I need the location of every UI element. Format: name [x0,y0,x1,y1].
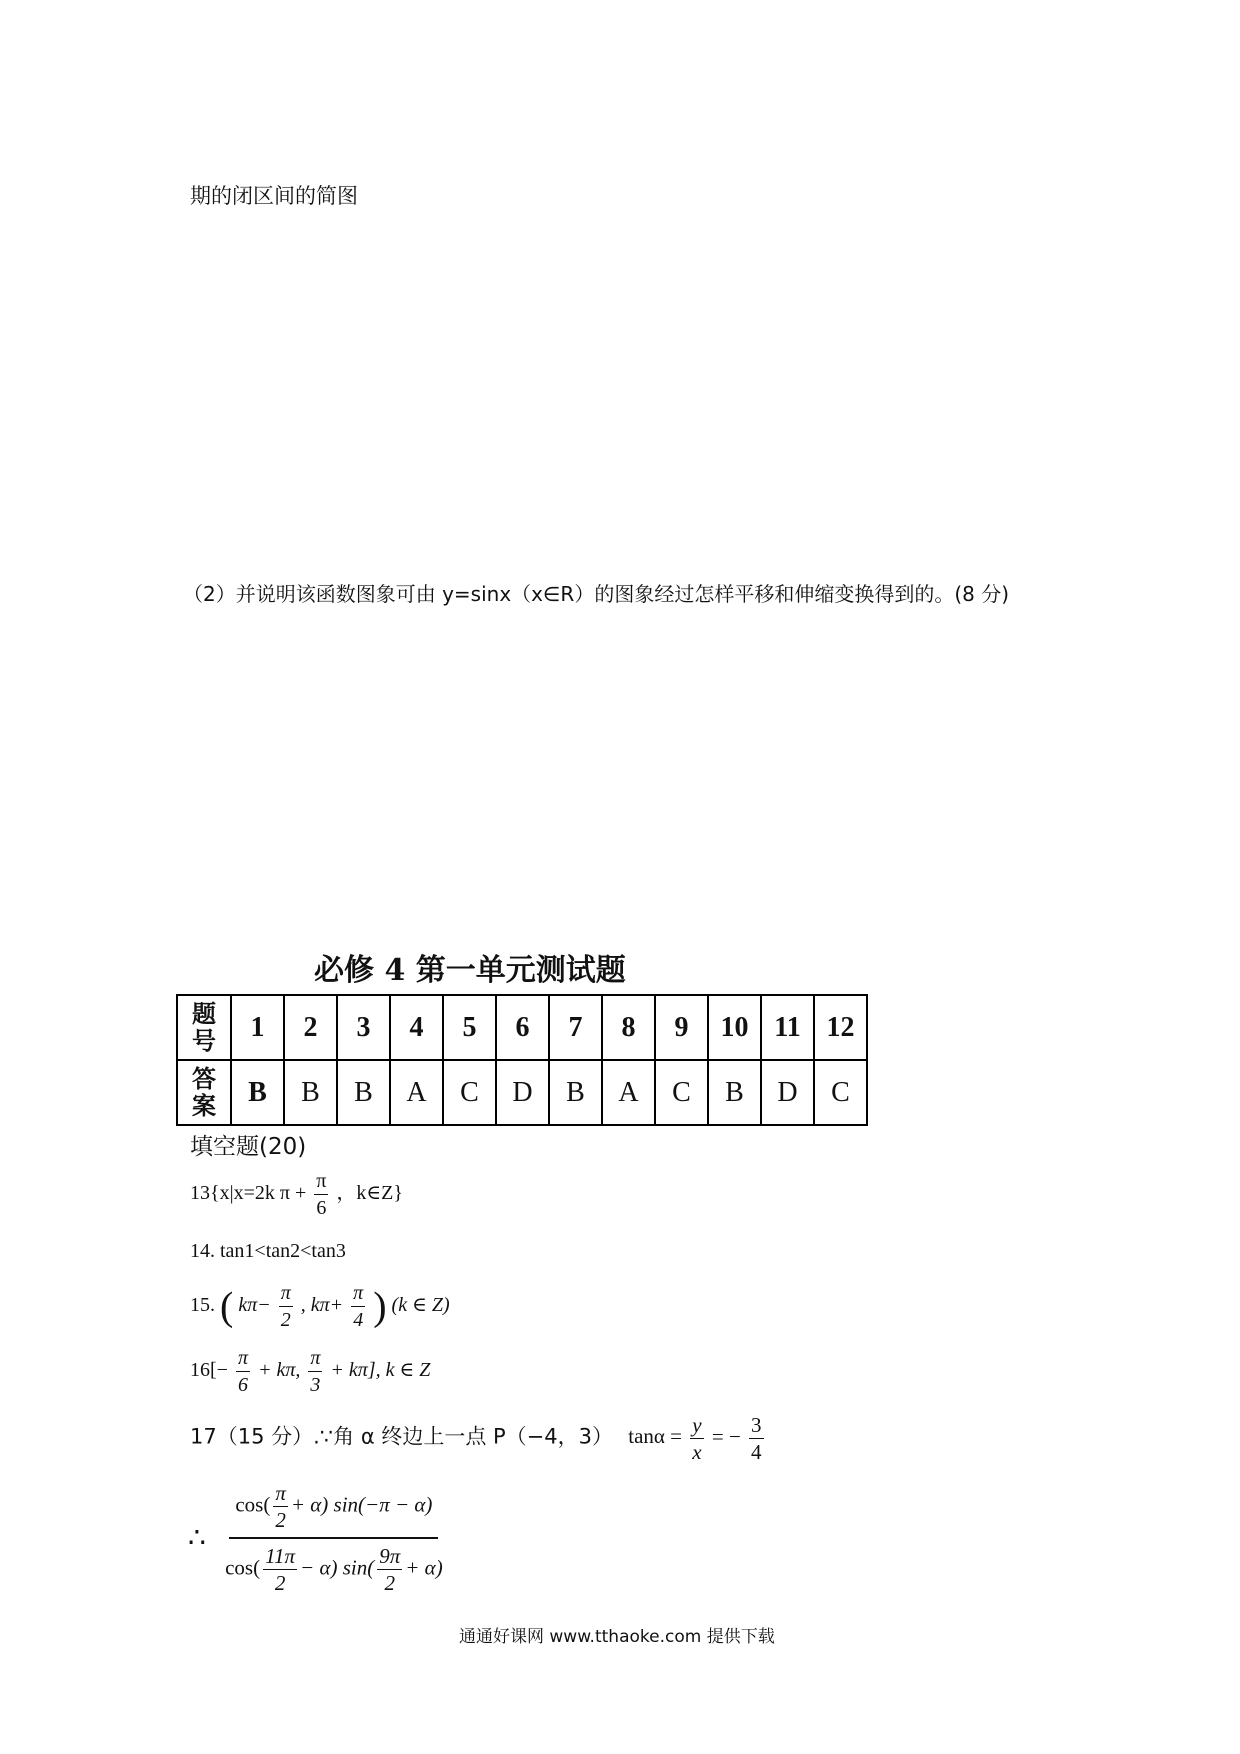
num-cell: 3 [337,995,390,1060]
q17-num: 3 [751,1413,762,1437]
q16-mid: + kπ, [257,1359,301,1382]
q15-b-fraction [351,1280,365,1333]
num-cell: 2 [284,995,337,1060]
num-cell: 11 [761,995,814,1060]
expr-part: − α) sin( [300,1555,375,1580]
answer-cell: A [390,1060,443,1125]
big-fraction-numerator [229,1480,438,1539]
answer-cell: A [602,1060,655,1125]
q17-label: 17（15 分）.∵角 α 终边上一点 P（−4，3） [190,1424,614,1449]
frac-den: 2 [275,1508,286,1532]
q16-b-num: π [308,1345,322,1372]
expr-part: cos( [235,1492,271,1517]
num-cell: 8 [602,995,655,1060]
answer-13 [190,1168,403,1228]
fill-heading: 填空题(20) [190,1134,307,1160]
q16-a-den: 6 [237,1374,248,1396]
header-answer [177,1060,231,1125]
q17-y: y [692,1413,702,1437]
left-paren: ( [220,1283,234,1329]
q16-a-fraction [236,1345,250,1398]
therefore-symbol: ∴ [188,1523,206,1554]
frac-num: 9π [379,1544,401,1568]
q17-x: x [692,1440,702,1464]
footer: 通通好课网 www.tthaoke.com 提供下载 [459,1627,775,1647]
answer-cell: B [231,1060,284,1125]
expr-part: cos( [225,1555,261,1580]
big-fraction [219,1480,449,1596]
table-row-answers [177,1060,867,1125]
header-char: 案 [192,1091,216,1120]
answer-cell: B [549,1060,602,1125]
q13-num: π [314,1168,328,1195]
frac-den: 2 [384,1571,395,1595]
num-cell: 12 [814,995,867,1060]
answer-cell: B [708,1060,761,1125]
header-question-number [177,995,231,1060]
num-cell: 6 [496,995,549,1060]
q13-suffix: ，k∈Z} [336,1182,403,1205]
q17-value-fraction [749,1412,764,1465]
q16-label: 16[− [190,1359,228,1382]
expr-part: + α) [405,1555,443,1580]
table-row-numbers [177,995,867,1060]
header-char: 题 [192,999,216,1028]
11pi-over-2 [263,1543,297,1596]
q15-b-num: π [351,1280,365,1307]
q15-a-prefix: kπ− [238,1294,271,1317]
header-char: 答 [192,1064,216,1093]
expr-part: + α) sin(−π − α) [290,1492,433,1517]
frac-num: 11π [265,1544,296,1568]
header-char: 号 [192,1026,216,1055]
answer-cell: C [655,1060,708,1125]
q15-a-fraction [279,1280,293,1333]
q17-eq: = − [711,1424,741,1449]
num-cell: 7 [549,995,602,1060]
q16-suffix: + kπ], k ∈ Z [330,1359,431,1382]
q13-fraction [314,1168,328,1221]
answer-cell: D [761,1060,814,1125]
q15-suffix: (k ∈ Z) [391,1294,450,1317]
answer-cell: C [443,1060,496,1125]
question-2: （2）并说明该函数图象可由 y=sinx（x∈R）的图象经过怎样平移和伸缩变换得到的。(8 分) [183,582,1010,606]
frac-num: π [275,1481,286,1505]
q17-den: 4 [751,1440,762,1464]
q13-prefix: 13{x|x=2k π + [190,1182,307,1205]
answer-cell: C [814,1060,867,1125]
num-cell: 9 [655,995,708,1060]
q13-den: 6 [316,1197,327,1219]
answer-14: 14. tan1<tan2<tan3 [190,1240,346,1262]
answer-cell: B [284,1060,337,1125]
num-cell: 1 [231,995,284,1060]
answer-cell: B [337,1060,390,1125]
q15-b-den: 4 [353,1309,364,1331]
big-fraction-denominator [219,1539,449,1596]
pi-over-2 [273,1480,288,1533]
q15-a-num: π [279,1280,293,1307]
num-cell: 4 [390,995,443,1060]
q15-label: 15. [190,1294,215,1317]
top-text: 期的闭区间的简图 [190,184,358,208]
answer-cell: D [496,1060,549,1125]
q15-a-den: 2 [280,1309,291,1331]
answer-15 [190,1280,450,1340]
9pi-over-2 [377,1543,402,1596]
answer-17-expression [188,1480,449,1595]
frac-den: 2 [274,1571,286,1595]
page-title: 必修 4 第一单元测试题 [314,953,626,988]
right-paren: ) [373,1283,387,1329]
q17-tan: tanα = [628,1424,683,1449]
num-cell: 10 [708,995,761,1060]
num-cell: 5 [443,995,496,1060]
answer-16 [190,1345,430,1405]
answer-table [176,994,868,1126]
q17-yx-fraction [690,1412,703,1465]
q16-b-den: 3 [310,1374,321,1396]
q16-b-fraction [308,1345,322,1398]
q15-b-prefix: , kπ+ [300,1294,344,1317]
answer-17 [190,1412,767,1476]
q16-a-num: π [236,1345,250,1372]
